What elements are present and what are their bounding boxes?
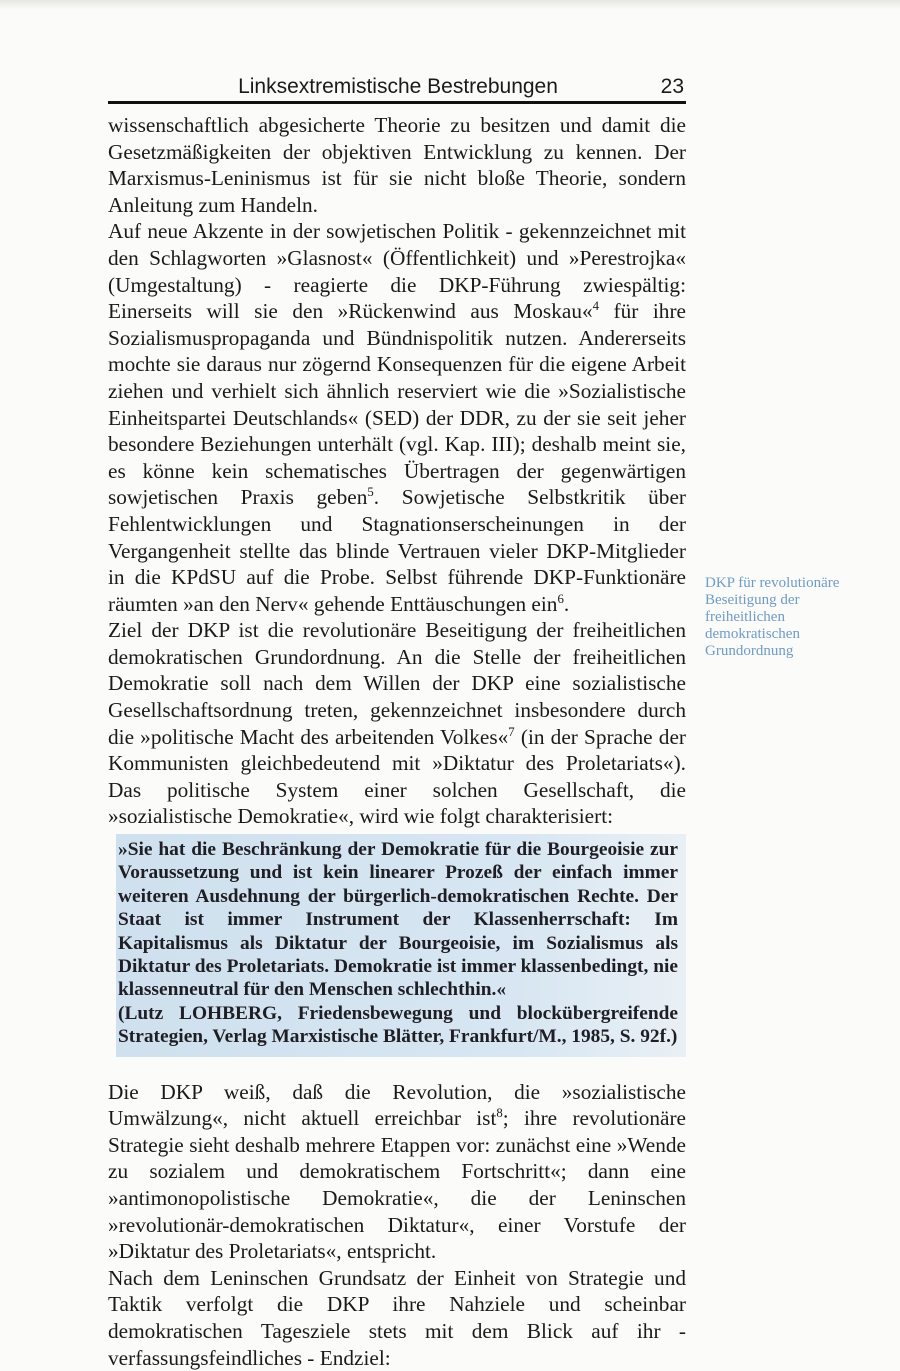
quote-text: »Sie hat die Beschränkung der Demokratie für die Bourgeoisie zur Voraussetzung und ist kein linearer Prozeß der einfach immer weiteren Ausdehnung der bürgerlich-demokratischen Rechte. Der Staat ist immer Instrument der Klassenherrschaft: Im Kapitalismus als Diktatur der Bourgeoisie, im Sozialismus als Diktatur des Proletariats. Demokratie ist immer klassenbedingt, nie klassenneutral für den Menschen schlechthin.«	[118, 839, 678, 1001]
quote-source: (Lutz LOHBERG, Friedensbewegung und blockübergreifende Strategien, Verlag Marxistische Blätter, Frankfurt/M., 1985, S. 92f.)	[118, 1002, 678, 1048]
footnote-ref-6: 6	[557, 591, 564, 606]
paragraph-4	[108, 1079, 686, 1265]
page-number: 23	[660, 75, 684, 98]
paragraph-3-text-b: (in der Sprache der Kommunisten gleichbedeutend mit »Diktatur des Proletariats«). Das politische System einer solchen Gesellschaft, die »sozialistische Demokratie«, wird wie folgt charakterisiert:	[108, 724, 686, 829]
running-header	[108, 74, 688, 100]
footnote-ref-8: 8	[496, 1106, 503, 1121]
paragraph-2-text-c: . Sowjetische Selbstkritik über Fehlentwicklungen und Stagnationserscheinungen in der Vergangenheit stellte das blinde Vertrauen vieler DKP-Mitglieder in die KPdSU auf die Probe. Selbst führende DKP-Funktionäre räumten »an den Nerv« gehende Enttäuschungen ein	[108, 485, 686, 616]
paragraph-2-text-d: .	[563, 591, 570, 616]
header-rule	[108, 101, 686, 104]
paragraph-2-text-a: Auf neue Akzente in der sowjetischen Politik - gekennzeichnet mit den Schlagworten »Glasnost« (Öffentlichkeit) und »Perestrojka« (Umgestaltung) - reagierte die DKP-Führung zwiespältig: Einerseits will sie den »Rückenwind aus Moskau«	[108, 219, 686, 324]
paragraph-1: wissenschaftlich abgesicherte Theorie zu besitzen und damit die Gesetzmäßigkeiten der objektiven Entwicklung zu kennen. Der Marxismus-Leninismus ist für sie nicht bloße Theorie, sondern Anleitung zum Handeln.	[108, 113, 686, 217]
spacer	[108, 1057, 686, 1079]
paragraph-4-text-a: Die DKP weiß, daß die Revolution, die »sozialistische Umwälzung«, nicht aktuell erreichbar ist	[108, 1079, 686, 1131]
paragraph-2-text-b: für ihre Sozialismuspropaganda und Bündnispolitik nutzen. Andererseits mochte sie daraus nur zögernd Konsequenzen für die eigene Arbeit ziehen und verhielt sich ähnlich reserviert wie die »Sozialistische Einheitspartei Deutschlands« (SED) der DDR, zu der sie seit jeher besondere Beziehungen unterhält (vgl. Kap. III); deshalb meint sie, es könne kein schematisches Übertragen der gegenwärtigen sowjetischen Praxis geben	[108, 299, 687, 510]
page-edge	[0, 0, 900, 10]
footnote-ref-7: 7	[508, 724, 515, 739]
paragraph-3-text-a: Ziel der DKP ist die revolutionäre Beseitigung der freiheitlichen demokratischen Grundordnung. An die Stelle der freiheitlichen Demokratie soll nach dem Willen der DKP eine sozialistische Gesellschaftsordnung treten, gekennzeichnet insbesondere durch die »politische Macht des arbeitenden Volkes«	[108, 618, 686, 749]
margin-note: DKP für revolutionäre Beseitigung der freiheitlichen demokratischen Grundordnung	[705, 575, 840, 659]
paragraph-5: Nach dem Leninschen Grundsatz der Einheit von Strategie und Taktik verfolgt die DKP ihre Nahziele und scheinbar demokratischen Tagesziele stets mit dem Blick auf ihr - verfassungsfeindliches - Endziel:	[108, 1265, 686, 1370]
paragraph-3	[108, 617, 686, 830]
block-quote	[116, 834, 686, 1057]
paragraph-4-text-b: ; ihre revolutionäre Strategie sieht deshalb mehrere Etappen vor: zunächst eine »Wende zu sozialem und demokratischem Fortschritt«; dann eine »antimonopolistische Demokratie«, die der Leninschen »revolutionär-demokratischen Diktatur«, einer Vorstufe der »Diktatur des Proletariats«, entspricht.	[108, 1106, 686, 1264]
main-text	[108, 112, 686, 1371]
footnote-ref-5: 5	[367, 485, 374, 500]
paragraph-2	[108, 218, 686, 617]
running-title: Linksextremistische Bestrebungen	[238, 75, 558, 98]
footnote-ref-4: 4	[592, 299, 600, 314]
